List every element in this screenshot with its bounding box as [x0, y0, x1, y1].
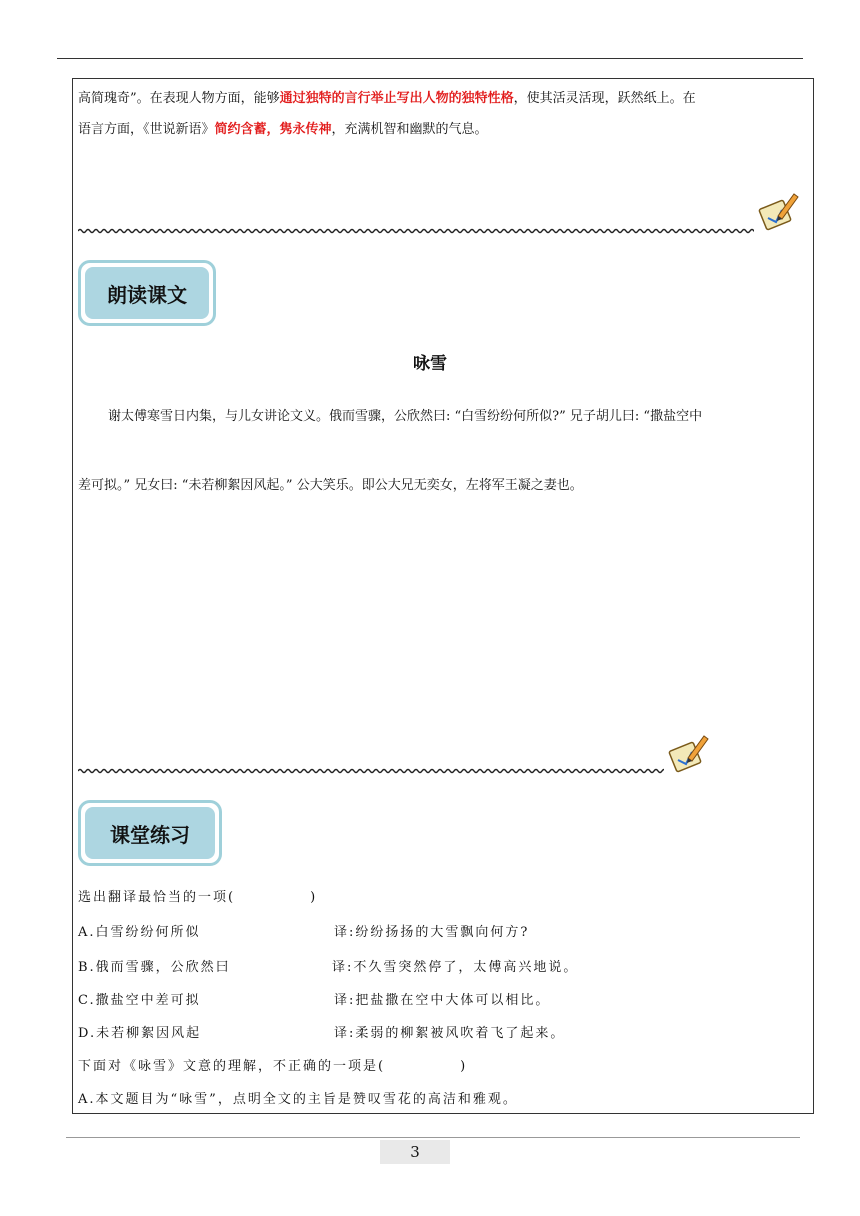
- intro-text: 语言方面，《世说新语》: [78, 122, 215, 137]
- footer-rule: [66, 1137, 800, 1138]
- wavy-divider: [78, 225, 754, 237]
- section-badge-reading: [78, 260, 216, 326]
- question-2-option-a: A.本文题目为“咏雪”，点明全文的主旨是赞叹雪花的高洁和雅观。: [78, 1092, 518, 1107]
- option-translation: 译:把盐撒在空中大体可以相比。: [334, 993, 551, 1008]
- intro-text: ，充满机智和幽默的气息。: [331, 122, 488, 137]
- option-b: [78, 956, 579, 975]
- notepad-pencil-icon: [668, 730, 712, 774]
- highlight-text: 简约含蓄，隽永传神: [214, 122, 332, 137]
- intro-line-1: [78, 89, 696, 109]
- option-translation: 译:柔弱的柳絮被风吹着飞了起来。: [334, 1026, 566, 1041]
- option-d: [78, 1022, 566, 1041]
- intro-text: 高简瑰奇”。在表现人物方面，能够: [78, 91, 280, 106]
- page-number: 3: [380, 1140, 450, 1164]
- section-badge-practice: [78, 800, 222, 866]
- option-translation: 译:不久雪突然停了，太傅高兴地说。: [332, 960, 579, 975]
- section-title: 课堂练习: [85, 807, 215, 859]
- question-2: 下面对《咏雪》文意的理解，不正确的一项是( ): [78, 1059, 468, 1074]
- option-translation: 译:纷纷扬扬的大雪飘向何方?: [334, 925, 530, 940]
- poem-title: 咏雪: [413, 354, 447, 374]
- wavy-divider: [78, 765, 664, 777]
- question-1: 选出翻译最恰当的一项( ): [78, 890, 318, 905]
- intro-line-2: [78, 120, 488, 140]
- option-text: A.白雪纷纷何所似: [78, 925, 201, 940]
- option-a: [78, 921, 530, 940]
- intro-text: ，使其活灵活现，跃然纸上。在: [513, 91, 696, 106]
- section-title: 朗读课文: [85, 267, 209, 319]
- option-text: B.俄而雪骤，公欣然曰: [78, 960, 231, 975]
- option-c: [78, 989, 551, 1008]
- poem-line-2: 差可拟。” 兄女曰: “未若柳絮因风起。” 公大笑乐。即公大兄无奕女，左将军王凝之妻也。: [78, 478, 583, 493]
- poem-line-1: 谢太傅寒雪日内集，与儿女讲论文义。俄而雪骤，公欣然曰: “白雪纷纷何所似?” 兄子胡儿曰: “撒盐空中: [108, 409, 703, 424]
- highlight-text: 通过独特的言行举止写出人物的独特性格: [279, 91, 514, 106]
- option-text: D.未若柳絮因风起: [78, 1026, 202, 1041]
- option-text: C.撒盐空中差可拟: [78, 993, 201, 1008]
- header-rule: [57, 58, 803, 59]
- notepad-pencil-icon: [758, 188, 802, 232]
